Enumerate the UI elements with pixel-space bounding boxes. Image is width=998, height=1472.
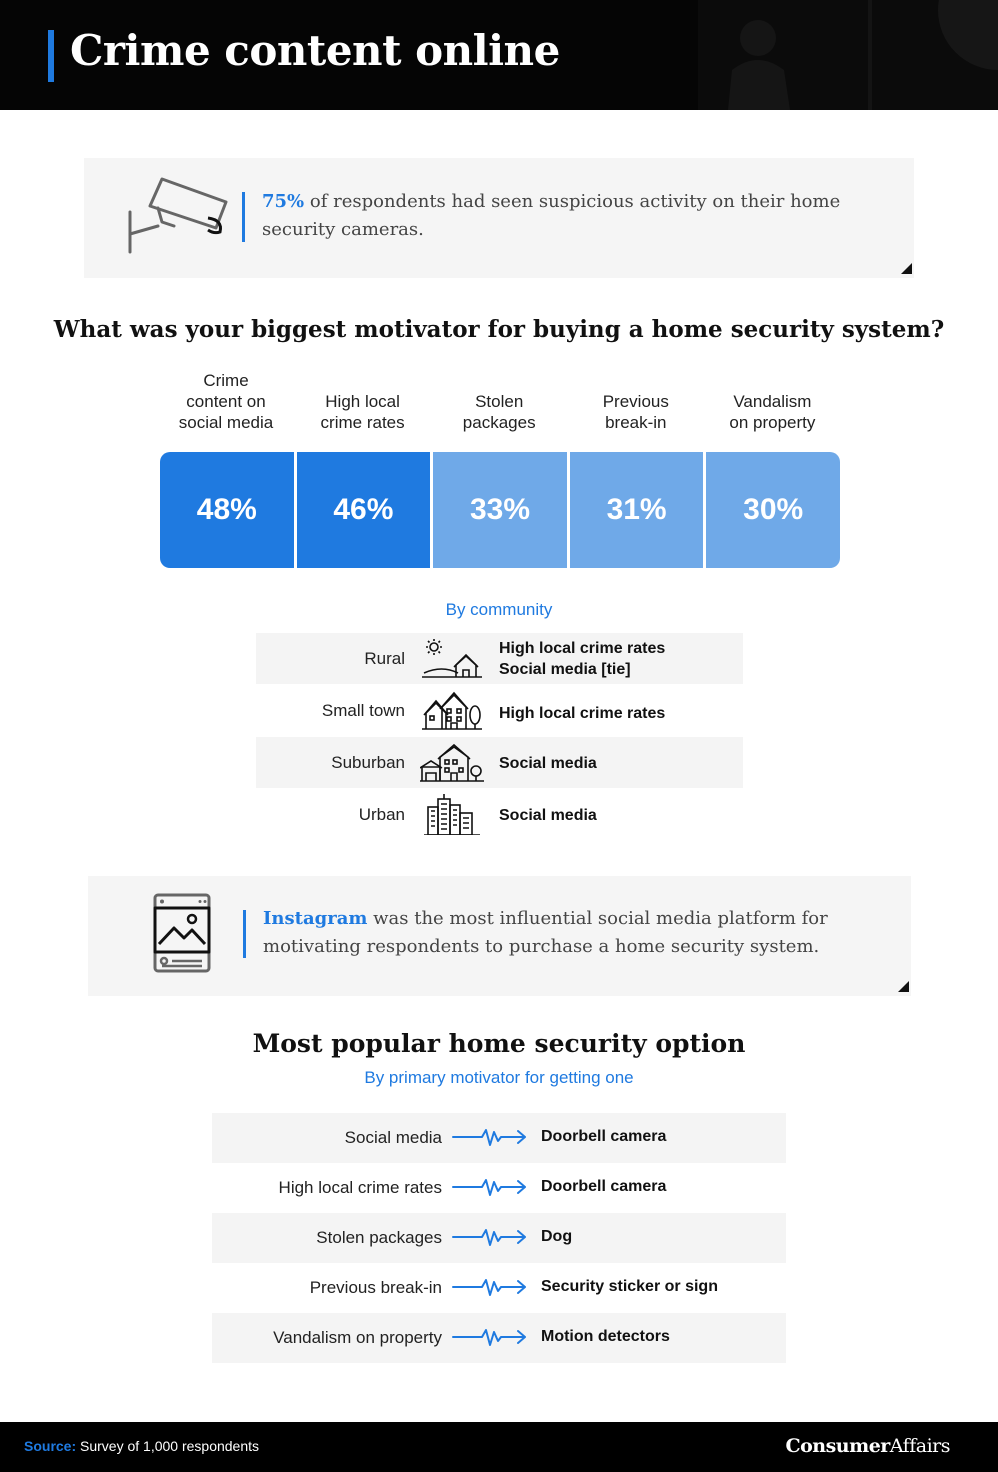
security-option-row bbox=[212, 1263, 786, 1313]
motivator-name: Previous break-in bbox=[309, 1278, 442, 1297]
bar-category-line: crime rates bbox=[320, 413, 405, 432]
security-option-value: Doorbell camera bbox=[541, 1128, 667, 1145]
title-accent-bar bbox=[48, 30, 54, 82]
suburban-house-icon bbox=[420, 741, 484, 783]
camera-stat-callout bbox=[84, 158, 914, 278]
bar-category-label bbox=[158, 370, 294, 433]
bar-category-line: High local bbox=[325, 392, 400, 411]
motivator-chart-title: What was your biggest motivator for buying a home security system? bbox=[53, 316, 945, 343]
community-value-line: Social media bbox=[499, 807, 597, 824]
callout-accent-line bbox=[242, 192, 245, 242]
bar-category-line: Previous bbox=[602, 392, 669, 411]
brand-logo bbox=[785, 1435, 950, 1457]
logo-bold: Consumer bbox=[785, 1435, 890, 1457]
corner-triangle bbox=[898, 981, 909, 992]
image-post-icon bbox=[152, 892, 212, 974]
community-value bbox=[499, 753, 597, 774]
person-silhouette-icon bbox=[698, 0, 998, 110]
bar-category-line: content on bbox=[186, 391, 266, 411]
pulse-arrow-icon bbox=[452, 1226, 528, 1248]
bar-category-line: Crime bbox=[203, 370, 249, 390]
footer bbox=[0, 1422, 998, 1472]
motivator-name: High local crime rates bbox=[278, 1178, 442, 1197]
callout-highlight: Instagram bbox=[263, 908, 368, 929]
pulse-arrow-icon bbox=[452, 1126, 528, 1148]
security-option-value: Doorbell camera bbox=[541, 1178, 667, 1195]
community-value-line: High local crime rates bbox=[499, 705, 666, 722]
community-value-line: Social media [tie] bbox=[499, 661, 631, 678]
page-title: Crime content online bbox=[70, 26, 560, 75]
source-text: Survey of 1,000 respondents bbox=[76, 1438, 260, 1454]
community-row-small-town bbox=[256, 685, 743, 736]
motivator-name: Vandalism on property bbox=[273, 1328, 442, 1347]
pulse-arrow-icon bbox=[452, 1326, 528, 1348]
motivator-name: Social media bbox=[344, 1128, 442, 1147]
bar bbox=[570, 452, 704, 568]
corner-triangle bbox=[901, 263, 912, 274]
bar-value-label: 46% bbox=[333, 493, 394, 526]
community-value-line: High local crime rates bbox=[499, 640, 666, 657]
security-option-row bbox=[212, 1313, 786, 1363]
bar-category-line: break-in bbox=[605, 413, 667, 432]
community-value bbox=[499, 805, 597, 826]
pulse-arrow-icon bbox=[452, 1176, 528, 1198]
bar-category-line: Vandalism bbox=[733, 392, 812, 411]
bar-category-label bbox=[431, 391, 567, 433]
bar-value-label: 33% bbox=[469, 493, 530, 526]
community-row-urban bbox=[256, 789, 743, 840]
rural-house-icon bbox=[420, 637, 484, 679]
callout-text bbox=[263, 905, 883, 961]
community-name: Urban bbox=[358, 805, 405, 824]
bar bbox=[433, 452, 567, 568]
callout-body: of respondents had seen suspicious activity on their home security cameras. bbox=[262, 191, 841, 240]
source-label: Source: bbox=[24, 1438, 77, 1454]
security-option-subtitle: By primary motivator for getting one bbox=[364, 1068, 634, 1087]
security-option-row bbox=[212, 1113, 786, 1163]
bar-value-label: 30% bbox=[743, 493, 804, 526]
bar-category-line: social media bbox=[178, 412, 274, 432]
security-camera-icon bbox=[128, 176, 228, 256]
callout-text bbox=[262, 188, 882, 244]
bar-category-label bbox=[295, 391, 431, 433]
logo-light: Affairs bbox=[889, 1435, 950, 1457]
community-name: Suburban bbox=[331, 753, 405, 772]
callout-body: was the most influential social media platform for motivating respondents to purchase a home security system. bbox=[263, 908, 828, 957]
motivator-name: Stolen packages bbox=[316, 1228, 442, 1247]
community-value bbox=[499, 638, 665, 680]
instagram-stat-callout bbox=[88, 876, 911, 996]
community-value bbox=[499, 703, 665, 724]
urban-buildings-icon bbox=[420, 793, 484, 835]
community-row-suburban bbox=[256, 737, 743, 788]
small-town-houses-icon bbox=[420, 689, 484, 731]
bar bbox=[160, 452, 294, 568]
security-option-row bbox=[212, 1163, 786, 1213]
community-name: Rural bbox=[364, 649, 405, 668]
community-row-rural bbox=[256, 633, 743, 684]
header-banner bbox=[0, 0, 998, 110]
bar bbox=[706, 452, 840, 568]
community-subtitle: By community bbox=[445, 600, 553, 619]
bar-category-line: packages bbox=[462, 413, 536, 432]
security-option-row bbox=[212, 1213, 786, 1263]
bar-value-label: 31% bbox=[606, 493, 667, 526]
security-option-title: Most popular home security option bbox=[252, 1029, 746, 1058]
bar-category-label bbox=[568, 391, 704, 433]
callout-accent-line bbox=[243, 910, 246, 958]
security-option-value: Security sticker or sign bbox=[541, 1278, 718, 1295]
bar-category-label bbox=[704, 391, 840, 433]
community-name: Small town bbox=[321, 701, 405, 720]
community-value-line: Social media bbox=[499, 755, 597, 772]
bar-category-line: on property bbox=[729, 413, 816, 432]
bar-value-label: 48% bbox=[196, 493, 257, 526]
callout-highlight: 75% bbox=[262, 191, 305, 212]
pulse-arrow-icon bbox=[452, 1276, 528, 1298]
security-option-value: Dog bbox=[541, 1228, 573, 1245]
source-note bbox=[24, 1438, 259, 1454]
security-option-value: Motion detectors bbox=[541, 1328, 670, 1345]
bar bbox=[297, 452, 431, 568]
bar-category-line: Stolen bbox=[475, 392, 524, 411]
